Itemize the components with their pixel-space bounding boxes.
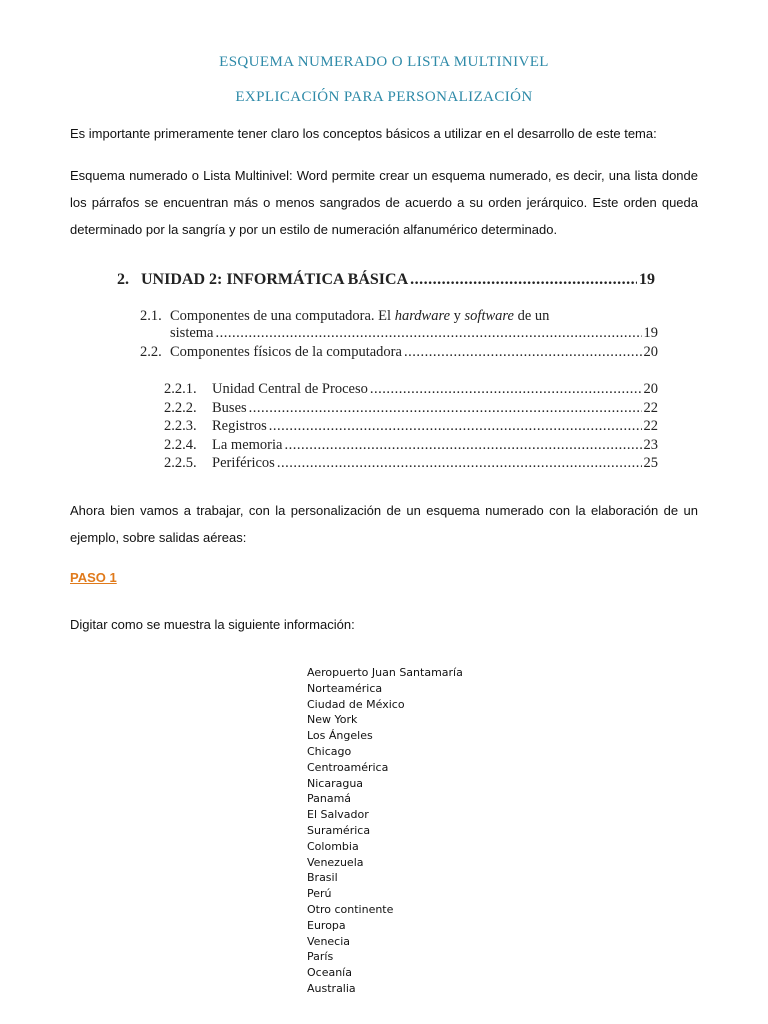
- list-item: París: [307, 950, 334, 964]
- toc-title: Componentes físicos de la computadora: [170, 344, 402, 360]
- list-item: Suramérica: [307, 823, 371, 837]
- toc-title: Registros: [212, 418, 267, 434]
- list-item: Norteamérica: [307, 681, 383, 695]
- toc-number: 2.2.2.: [164, 399, 197, 416]
- definition-line: los párrafos se encuentran más o menos sangrados de acuerdo a su orden jerárquico. Este orden queda: [70, 195, 698, 210]
- toc-title: Buses: [212, 399, 247, 416]
- toc-title: UNIDAD 2: INFORMÁTICA BÁSICA: [141, 271, 409, 288]
- list-item: Otro continente: [307, 902, 394, 916]
- list-item: Oceanía: [307, 966, 352, 980]
- list-item: New York: [307, 713, 358, 727]
- step-heading: PASO 1: [70, 570, 117, 585]
- toc-leader: [410, 271, 637, 289]
- toc-number: 2.2.1.: [164, 381, 197, 397]
- list-item: Centroamérica: [307, 760, 389, 774]
- toc-leader: [269, 417, 642, 436]
- toc-leader: [216, 325, 642, 342]
- toc-leader: [284, 436, 641, 455]
- list-item: El Salvador: [307, 808, 369, 822]
- document-title: ESQUEMA NUMERADO O LISTA MULTINIVEL: [219, 54, 549, 70]
- toc-entry-2-2-2[interactable]: [164, 399, 658, 418]
- list-item: Ciudad de México: [307, 697, 405, 711]
- destination-list: [307, 665, 463, 997]
- definition-line: Esquema numerado o Lista Multinivel: Word permite crear un esquema numerado, es decir, una lista donde: [70, 168, 698, 183]
- toc-number: 2.2.: [140, 344, 162, 360]
- toc-entry-2-2[interactable]: [140, 344, 658, 361]
- toc-level3-list: [164, 380, 658, 473]
- toc-number: 2.2.5.: [164, 455, 197, 471]
- toc-title: y: [450, 308, 465, 324]
- list-item: Venezuela: [307, 855, 364, 869]
- toc-page: 23: [643, 436, 658, 453]
- toc-leader: [404, 344, 642, 361]
- list-item: Colombia: [307, 839, 359, 853]
- toc-title: Componentes de una computadora. El: [170, 308, 395, 324]
- toc-page: 25: [643, 455, 658, 471]
- toc-leader: [370, 380, 642, 399]
- toc-entry-unit-2[interactable]: [117, 271, 655, 289]
- toc-title-italic: software: [464, 308, 514, 324]
- list-item: Los Ángeles: [307, 729, 373, 743]
- definition-paragraph: [70, 162, 698, 243]
- list-item: Venecia: [307, 934, 351, 948]
- toc-entry-2-2-3[interactable]: [164, 417, 658, 436]
- document-subtitle: EXPLICACIÓN PARA PERSONALIZACIÓN: [235, 89, 533, 105]
- list-item: Panamá: [307, 792, 352, 806]
- toc-entry-2-2-1[interactable]: [164, 380, 658, 399]
- toc-leader: [277, 454, 642, 473]
- toc-page: 22: [643, 418, 658, 434]
- toc-entry-2-1[interactable]: [140, 308, 658, 342]
- toc-page: 19: [643, 325, 658, 341]
- list-item: Chicago: [307, 744, 352, 758]
- toc-page: 20: [643, 344, 658, 360]
- toc-title: Periféricos: [212, 455, 275, 471]
- toc-page: 19: [639, 271, 655, 288]
- toc-title: de un: [513, 308, 550, 324]
- list-item: Europa: [307, 918, 346, 932]
- example-line: Ahora bien vamos a trabajar, con la personalización de un esquema numerado con la elaboración de un: [70, 503, 698, 518]
- list-item: Aeropuerto Juan Santamaría: [307, 666, 463, 679]
- toc-title: La memoria: [212, 436, 283, 453]
- list-item: Nicaragua: [307, 776, 364, 790]
- toc-number: 2.2.4.: [164, 436, 197, 453]
- toc-title-italic: hardware: [394, 308, 451, 324]
- list-item: Brasil: [307, 871, 338, 885]
- list-item: Perú: [307, 887, 332, 901]
- example-paragraph: [70, 497, 698, 551]
- toc-number: 2.2.3.: [164, 418, 197, 434]
- toc-entry-2-2-4[interactable]: [164, 436, 658, 455]
- toc-number: 2.: [117, 271, 129, 288]
- toc-entry-2-2-5[interactable]: [164, 454, 658, 473]
- intro-paragraph: Es importante primeramente tener claro los conceptos básicos a utilizar en el desarrollo de este tema:: [70, 126, 657, 141]
- toc-number: 2.1.: [140, 308, 162, 324]
- toc-page: 22: [643, 399, 658, 416]
- definition-line: determinado por la sangría y por un estilo de numeración alfanumérico determinado.: [70, 222, 558, 237]
- toc-leader: [249, 399, 642, 418]
- list-item: Australia: [307, 981, 356, 995]
- toc-page: 20: [643, 381, 658, 397]
- toc-title: Unidad Central de Proceso: [212, 381, 368, 397]
- example-line: ejemplo, sobre salidas aéreas:: [70, 530, 247, 545]
- toc-title: sistema: [170, 325, 214, 341]
- instruction-text: Digitar como se muestra la siguiente información:: [70, 617, 355, 632]
